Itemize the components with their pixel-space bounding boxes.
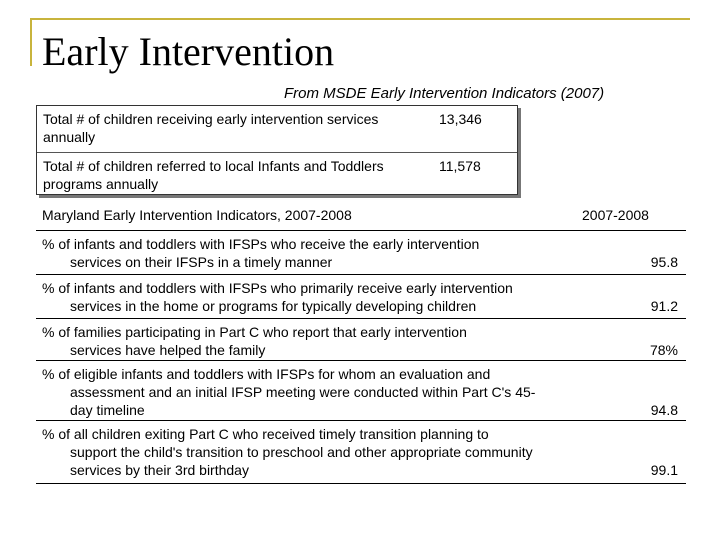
indicator-first-line: % of all children exiting Part C who received timely transition planning to bbox=[42, 426, 489, 442]
indicator-value: 78% bbox=[649, 342, 678, 358]
indicator-continuation: services on their IFSPs in a timely manner bbox=[70, 254, 333, 270]
indicator-text bbox=[42, 235, 562, 271]
title-accent-top-line bbox=[30, 18, 690, 20]
indicator-continuation: services in the home or programs for typically developing children bbox=[70, 298, 477, 314]
indicator-value: 95.8 bbox=[650, 254, 678, 270]
totals-table bbox=[36, 105, 518, 195]
totals-label: Total # of children receiving early intervention services annually bbox=[43, 111, 379, 145]
indicator-value: 99.1 bbox=[650, 462, 678, 478]
indicator-first-line: % of infants and toddlers with IFSPs who primarily receive early intervention bbox=[42, 280, 513, 296]
totals-value: 11,578 bbox=[439, 158, 481, 174]
indicators-header: Maryland Early Intervention Indicators, 2007-2008 bbox=[42, 207, 352, 223]
indicator-first-line: % of eligible infants and toddlers with IFSPs for whom an evaluation and bbox=[42, 366, 491, 382]
totals-value: 13,346 bbox=[439, 111, 482, 127]
indicator-continuation: support the child's transition to preschool and other appropriate community services by their 3rd birthday bbox=[70, 444, 533, 478]
page-subtitle: From MSDE Early Intervention Indicators (2007) bbox=[284, 85, 605, 102]
indicator-first-line: % of infants and toddlers with IFSPs who receive the early intervention bbox=[42, 236, 480, 252]
indicator-row bbox=[36, 274, 686, 319]
indicator-first-line: % of families participating in Part C who report that early intervention bbox=[42, 324, 467, 340]
indicator-row bbox=[36, 420, 686, 484]
indicator-row bbox=[36, 230, 686, 273]
page-title: Early Intervention bbox=[42, 29, 335, 74]
indicator-continuation: services have helped the family bbox=[70, 342, 266, 358]
indicator-row bbox=[36, 318, 686, 361]
indicator-text bbox=[42, 323, 562, 359]
indicator-row bbox=[36, 360, 686, 421]
indicator-value: 91.2 bbox=[650, 298, 678, 314]
indicator-text bbox=[42, 279, 562, 315]
indicator-value: 94.8 bbox=[650, 402, 678, 418]
title-accent-left-line bbox=[30, 18, 32, 66]
indicator-text bbox=[42, 425, 542, 479]
indicator-text bbox=[42, 365, 552, 419]
totals-label: Total # of children referred to local Infants and Toddlers programs annually bbox=[43, 158, 384, 192]
indicator-continuation: assessment and an initial IFSP meeting were conducted within Part C's 45-day timeline bbox=[70, 384, 536, 418]
indicators-column-header: 2007-2008 bbox=[582, 207, 649, 223]
totals-row bbox=[37, 152, 517, 192]
